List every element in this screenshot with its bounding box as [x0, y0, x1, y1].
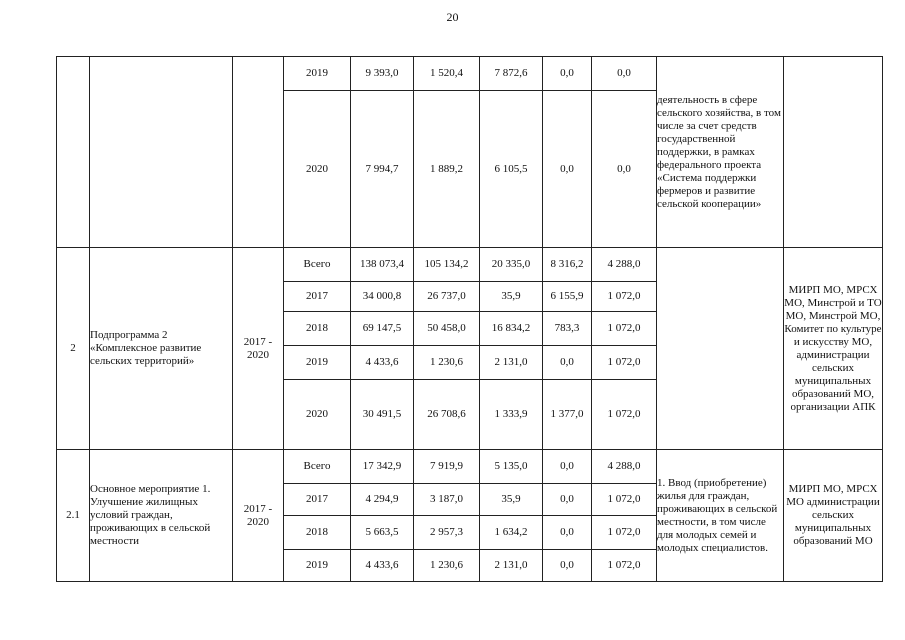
extra-cell: 1 072,0 — [592, 484, 657, 516]
local-cell: 6 155,9 — [543, 282, 592, 312]
federal-cell: 1 230,6 — [414, 550, 480, 582]
num-cell: 2 — [57, 248, 90, 450]
responsible-cell: МИРП МО, МРСХ МО администрации сельских муниципальных образований МО — [784, 450, 883, 582]
year-cell: 2018 — [284, 516, 351, 550]
responsible-cell — [784, 57, 883, 248]
local-cell: 8 316,2 — [543, 248, 592, 282]
total-cell: 69 147,5 — [351, 312, 414, 346]
result-cell: 1. Ввод (приобретение) жилья для граждан, проживающих в сельской местности, в том числе для молодых семей и молодых специалистов. — [657, 450, 784, 582]
local-cell: 783,3 — [543, 312, 592, 346]
local-cell: 1 377,0 — [543, 380, 592, 450]
total-cell: 34 000,8 — [351, 282, 414, 312]
period-cell — [233, 57, 284, 248]
local-cell: 0,0 — [543, 484, 592, 516]
year-cell: 2019 — [284, 57, 351, 91]
local-cell: 0,0 — [543, 91, 592, 248]
regional-cell: 35,9 — [480, 282, 543, 312]
name-cell: Подпрограмма 2 «Комплексное развитие сельских территорий» — [90, 248, 233, 450]
federal-cell: 105 134,2 — [414, 248, 480, 282]
regional-cell: 7 872,6 — [480, 57, 543, 91]
total-cell: 17 342,9 — [351, 450, 414, 484]
extra-cell: 1 072,0 — [592, 380, 657, 450]
federal-cell: 1 520,4 — [414, 57, 480, 91]
local-cell: 0,0 — [543, 450, 592, 484]
local-cell: 0,0 — [543, 550, 592, 582]
local-cell: 0,0 — [543, 57, 592, 91]
year-cell: 2019 — [284, 550, 351, 582]
total-cell: 4 433,6 — [351, 346, 414, 380]
regional-cell: 16 834,2 — [480, 312, 543, 346]
extra-cell: 4 288,0 — [592, 248, 657, 282]
regional-cell: 1 634,2 — [480, 516, 543, 550]
regional-cell: 6 105,5 — [480, 91, 543, 248]
local-cell: 0,0 — [543, 346, 592, 380]
total-cell: 5 663,5 — [351, 516, 414, 550]
year-cell: 2017 — [284, 484, 351, 516]
num-cell: 2.1 — [57, 450, 90, 582]
table-row — [57, 57, 883, 91]
federal-cell: 7 919,9 — [414, 450, 480, 484]
regional-cell: 1 333,9 — [480, 380, 543, 450]
regional-cell: 5 135,0 — [480, 450, 543, 484]
program-table — [56, 56, 883, 582]
federal-cell: 1 230,6 — [414, 346, 480, 380]
extra-cell: 0,0 — [592, 57, 657, 91]
total-cell: 138 073,4 — [351, 248, 414, 282]
page-number: 20 — [446, 10, 459, 24]
extra-cell: 4 288,0 — [592, 450, 657, 484]
year-cell: 2018 — [284, 312, 351, 346]
year-cell: Всего — [284, 450, 351, 484]
federal-cell: 3 187,0 — [414, 484, 480, 516]
federal-cell: 26 737,0 — [414, 282, 480, 312]
num-cell — [57, 57, 90, 248]
total-cell: 4 433,6 — [351, 550, 414, 582]
year-cell: 2020 — [284, 380, 351, 450]
responsible-cell: МИРП МО, МРСХ МО, Минстрой и ТО МО, Минстрой МО, Комитет по культуре и искусству МО, администрации сельских муниципальных образований МО, организации АПК — [784, 248, 883, 450]
result-cell — [657, 248, 784, 450]
federal-cell: 1 889,2 — [414, 91, 480, 248]
regional-cell: 2 131,0 — [480, 346, 543, 380]
federal-cell: 26 708,6 — [414, 380, 480, 450]
year-cell: Всего — [284, 248, 351, 282]
extra-cell: 1 072,0 — [592, 550, 657, 582]
name-cell — [90, 57, 233, 248]
table-row — [57, 450, 883, 484]
year-cell: 2019 — [284, 346, 351, 380]
extra-cell: 1 072,0 — [592, 282, 657, 312]
regional-cell: 20 335,0 — [480, 248, 543, 282]
period-cell: 2017 - 2020 — [233, 450, 284, 582]
total-cell: 9 393,0 — [351, 57, 414, 91]
period-cell: 2017 - 2020 — [233, 248, 284, 450]
table-row — [57, 248, 883, 282]
total-cell: 30 491,5 — [351, 380, 414, 450]
extra-cell: 0,0 — [592, 91, 657, 248]
extra-cell: 1 072,0 — [592, 312, 657, 346]
regional-cell: 2 131,0 — [480, 550, 543, 582]
name-cell: Основное мероприятие 1. Улучшение жилищных условий граждан, проживающих в сельской местности — [90, 450, 233, 582]
total-cell: 4 294,9 — [351, 484, 414, 516]
result-cell: деятельность в сфере сельского хозяйства, в том числе за счет средств государственной поддержки, в рамках федерального проекта «Система поддержки фермеров и развитие сельской кооперации» — [657, 57, 784, 248]
local-cell: 0,0 — [543, 516, 592, 550]
extra-cell: 1 072,0 — [592, 346, 657, 380]
year-cell: 2020 — [284, 91, 351, 248]
federal-cell: 50 458,0 — [414, 312, 480, 346]
extra-cell: 1 072,0 — [592, 516, 657, 550]
total-cell: 7 994,7 — [351, 91, 414, 248]
regional-cell: 35,9 — [480, 484, 543, 516]
year-cell: 2017 — [284, 282, 351, 312]
federal-cell: 2 957,3 — [414, 516, 480, 550]
